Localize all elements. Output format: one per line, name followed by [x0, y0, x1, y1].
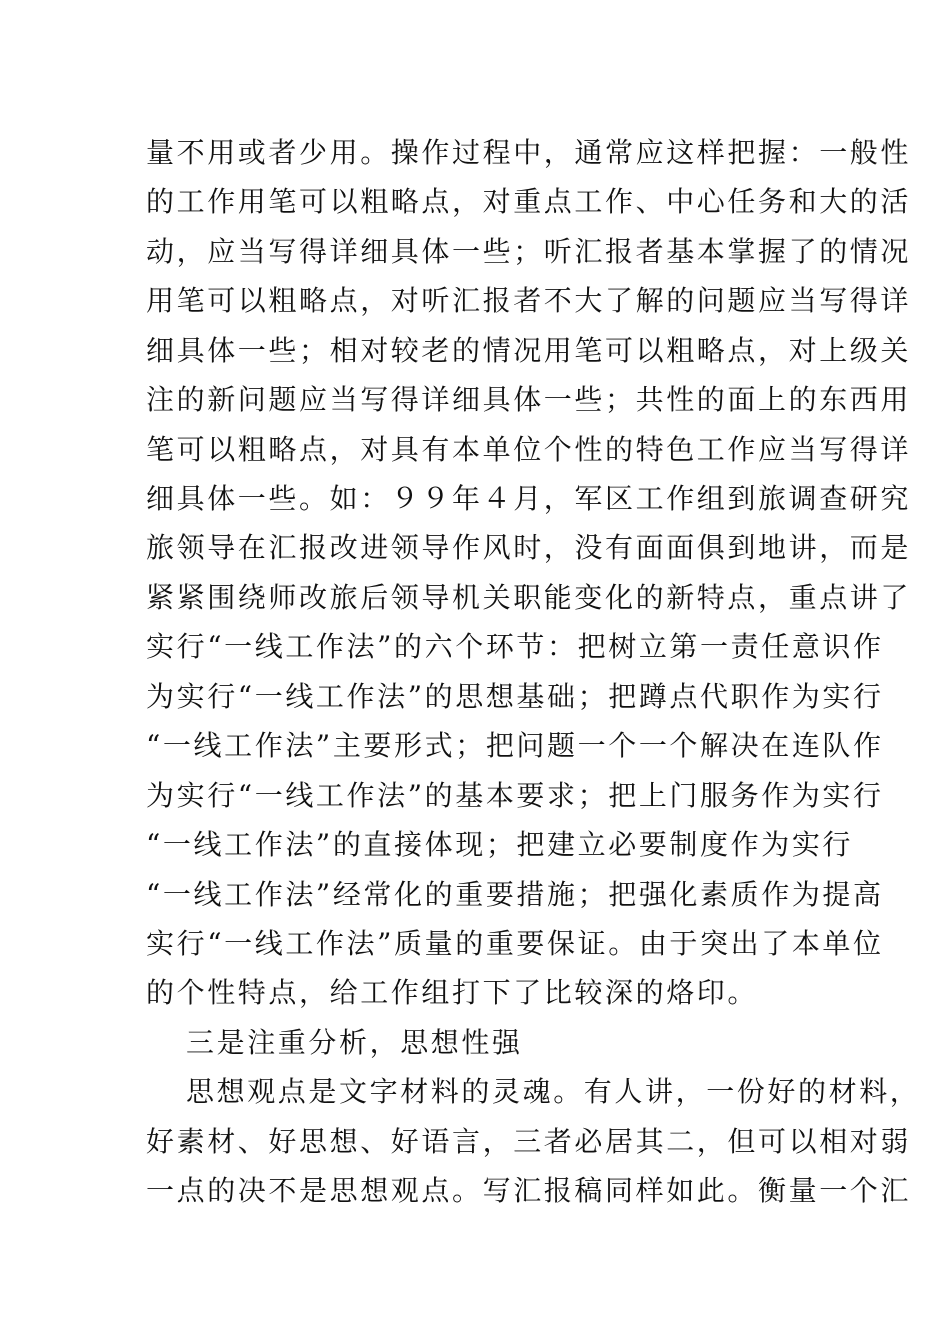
text-line: 好素材、好思想、好语言，三者必居其二，但可以相对弱	[146, 1125, 912, 1158]
text-line: 量不用或者少用。操作过程中，通常应这样把握：一般性	[146, 136, 912, 169]
text-line: 为实行“一线工作法”的思想基础；把蹲点代职作为实行	[146, 680, 884, 713]
text-line: 注的新问题应当写得详细具体一些；共性的面上的东西用	[146, 383, 912, 416]
text-line: 一点的决不是思想观点。写汇报稿同样如此。衡量一个汇	[146, 1174, 912, 1207]
text-line: 用笔可以粗略点，对听汇报者不大了解的问题应当写得详	[146, 284, 912, 317]
text-line: 的工作用笔可以粗略点，对重点工作、中心任务和大的活	[146, 185, 912, 218]
text-line: “一线工作法”经常化的重要措施；把强化素质作为提高	[146, 878, 884, 911]
text-line: 的个性特点，给工作组打下了比较深的烙印。	[146, 976, 759, 1009]
text-line: 细具体一些；相对较老的情况用笔可以粗略点，对上级关	[146, 334, 912, 367]
text-line: 紧紧围绕师改旅后领导机关职能变化的新特点，重点讲了	[146, 581, 912, 614]
section-heading: 三是注重分析，思想性强	[186, 1026, 523, 1059]
text-line: “一线工作法”主要形式；把问题一个一个解决在连队作	[146, 729, 884, 762]
text-line: 实行“一线工作法”质量的重要保证。由于突出了本单位	[146, 927, 884, 960]
text-line: 为实行“一线工作法”的基本要求；把上门服务作为实行	[146, 779, 884, 812]
text-line: 旅领导在汇报改进领导作风时，没有面面俱到地讲，而是	[146, 531, 912, 564]
text-line: 思想观点是文字材料的灵魂。有人讲，一份好的材料，	[186, 1075, 921, 1108]
text-line: 笔可以粗略点，对具有本单位个性的特色工作应当写得详	[146, 433, 912, 466]
text-line: 实行“一线工作法”的六个环节：把树立第一责任意识作	[146, 630, 884, 663]
text-line: 细具体一些。如：９９年４月，军区工作组到旅调查研究	[146, 482, 912, 515]
text-line: “一线工作法”的直接体现；把建立必要制度作为实行	[146, 828, 854, 861]
text-line: 动，应当写得详细具体一些；听汇报者基本掌握了的情况	[146, 235, 912, 268]
